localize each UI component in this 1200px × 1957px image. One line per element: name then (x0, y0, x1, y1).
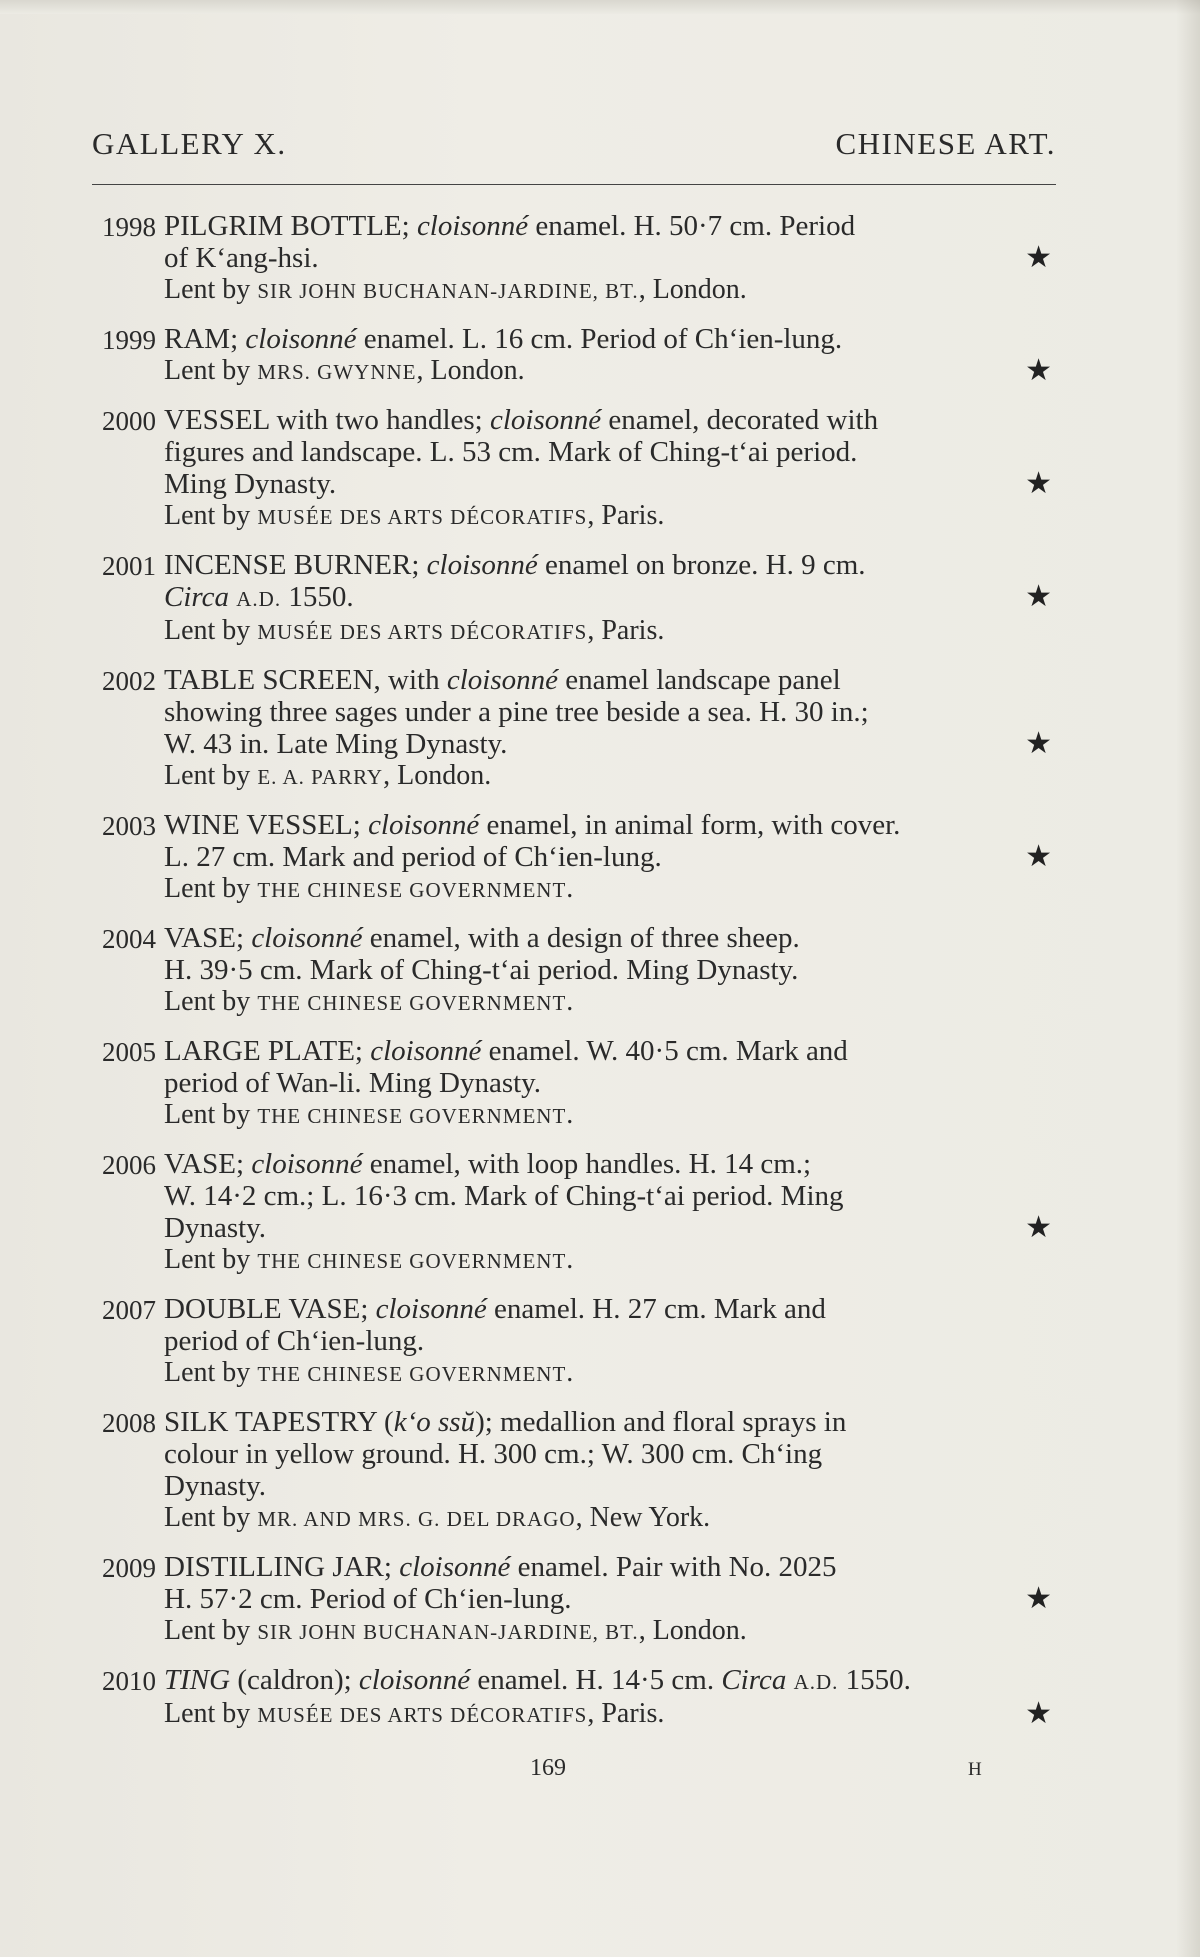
entry-number: 2007 (102, 1295, 156, 1325)
lender-name: MUSÉE DES ARTS DÉCORATIFS (257, 620, 588, 644)
italic-term: Circa (721, 1664, 787, 1696)
catalogue-entries (0, 210, 1200, 1747)
catalogue-entry (0, 922, 1200, 1019)
star-mark: ★ (1025, 1211, 1052, 1244)
italic-term: k‘o ssŭ (393, 1406, 476, 1438)
lender-line: Lent by SIR JOHN BUCHANAN-JARDINE, BT., London. (164, 1615, 747, 1646)
lender-line: Lent by MUSÉE DES ARTS DÉCORATIFS, Paris. (164, 615, 665, 646)
lender-line: Lent by THE CHINESE GOVERNMENT. (164, 873, 574, 904)
description-line: PILGRIM BOTTLE; cloisonné enamel. H. 50·7 cm. Period (164, 210, 856, 242)
lender-name: MUSÉE DES ARTS DÉCORATIFS (257, 1703, 588, 1727)
description-line: RAM; cloisonné enamel. L. 16 cm. Period of Ch‘ien-lung. (164, 323, 843, 355)
description-line: H. 57·2 cm. Period of Ch‘ien-lung. ★ (164, 1582, 1052, 1615)
description-line: Dynasty. (164, 1470, 267, 1502)
lender-line: Lent by MR. AND MRS. G. DEL DRAGO, New York. (164, 1502, 711, 1533)
entry-number: 2008 (102, 1408, 156, 1438)
catalogue-entry (0, 1406, 1200, 1535)
description-line: WINE VESSEL; cloisonné enamel, in animal form, with cover. (164, 809, 901, 841)
catalogue-entry (0, 809, 1200, 906)
entry-number: 2000 (102, 406, 156, 436)
catalogue-entry (0, 1148, 1200, 1277)
italic-term: cloisonné (368, 809, 480, 841)
italic-term: cloisonné (416, 210, 529, 242)
catalogue-entry (0, 1035, 1200, 1132)
header-gallery: GALLERY X. (92, 126, 287, 161)
entry-description (164, 922, 1056, 1019)
header-rule (92, 184, 1056, 185)
italic-term: cloisonné (251, 922, 363, 954)
description-line: Dynasty. ★ (164, 1211, 1052, 1244)
lender-line: Lent by MRS. GWYNNE, London. ★ (164, 354, 1052, 387)
catalogue-entry (0, 210, 1200, 307)
lender-name: SIR JOHN BUCHANAN-JARDINE, BT. (257, 279, 639, 303)
catalogue-entry (0, 404, 1200, 533)
catalogue-entry (0, 549, 1200, 648)
catalogue-entry (0, 1551, 1200, 1648)
description-line: VASE; cloisonné enamel, with a design of three sheep. (164, 922, 800, 954)
lender-name: E. A. PARRY (257, 765, 384, 789)
lender-name: THE CHINESE GOVERNMENT (257, 1362, 567, 1386)
italic-term: cloisonné (399, 1551, 511, 1583)
lender-name: MRS. GWYNNE (257, 360, 417, 384)
lender-line: Lent by SIR JOHN BUCHANAN-JARDINE, BT., London. (164, 274, 747, 305)
entry-description (164, 1035, 1056, 1132)
italic-term: cloisonné (251, 1148, 363, 1180)
description-line: TABLE SCREEN, with cloisonné enamel landscape panel (164, 664, 841, 696)
italic-term: cloisonné (446, 664, 559, 696)
description-line: L. 27 cm. Mark and period of Ch‘ien-lung. ★ (164, 840, 1052, 873)
entry-number: 1998 (102, 212, 156, 242)
star-mark: ★ (1025, 1697, 1052, 1730)
page-top-shadow (0, 0, 1200, 14)
entry-number: 2005 (102, 1037, 156, 1067)
description-line: W. 14·2 cm.; L. 16·3 cm. Mark of Ching-t‘ai period. Ming (164, 1180, 844, 1212)
description-line: LARGE PLATE; cloisonné enamel. W. 40·5 cm. Mark and (164, 1035, 848, 1067)
lender-line: Lent by THE CHINESE GOVERNMENT. (164, 1099, 574, 1130)
italic-term: cloisonné (370, 1035, 482, 1067)
description-line: period of Ch‘ien-lung. (164, 1325, 425, 1357)
catalogue-entry (0, 1664, 1200, 1731)
star-mark: ★ (1025, 840, 1052, 873)
page-footer (0, 1755, 1200, 1795)
page-number: 169 (530, 1755, 566, 1781)
entry-description (164, 1664, 1056, 1731)
lender-name: MR. AND MRS. G. DEL DRAGO (257, 1507, 576, 1531)
lender-line: Lent by THE CHINESE GOVERNMENT. (164, 1357, 574, 1388)
lender-name: THE CHINESE GOVERNMENT (257, 878, 567, 902)
entry-number: 2009 (102, 1553, 156, 1583)
header-section: CHINESE ART. (835, 126, 1056, 161)
italic-term: cloisonné (245, 323, 357, 355)
description-line: figures and landscape. L. 53 cm. Mark of Ching-t‘ai period. (164, 436, 858, 468)
entry-description (164, 404, 1056, 533)
signature-mark: H (968, 1759, 983, 1780)
lender-line: Lent by THE CHINESE GOVERNMENT. (164, 1244, 574, 1275)
entry-description (164, 549, 1056, 648)
star-mark: ★ (1025, 727, 1052, 760)
lender-name: SIR JOHN BUCHANAN-JARDINE, BT. (257, 1620, 639, 1644)
entry-description (164, 323, 1056, 388)
lender-line: Lent by THE CHINESE GOVERNMENT. (164, 986, 574, 1017)
description-line: DOUBLE VASE; cloisonné enamel. H. 27 cm. Mark and (164, 1293, 826, 1325)
entry-number: 1999 (102, 325, 156, 355)
description-line: period of Wan-li. Ming Dynasty. (164, 1067, 542, 1099)
description-line: Circa A.D. 1550. ★ (164, 580, 1052, 613)
lender-name: MUSÉE DES ARTS DÉCORATIFS (257, 505, 588, 529)
description-line: VASE; cloisonné enamel, with loop handles. H. 14 cm.; (164, 1148, 812, 1180)
lender-name: THE CHINESE GOVERNMENT (257, 991, 567, 1015)
description-line: SILK TAPESTRY (k‘o ssŭ); medallion and floral sprays in (164, 1406, 847, 1438)
italic-term: cloisonné (426, 549, 538, 581)
star-mark: ★ (1025, 1582, 1052, 1615)
star-mark: ★ (1025, 354, 1052, 387)
italic-term: cloisonné (358, 1664, 471, 1696)
description-line: of K‘ang-hsi. ★ (164, 241, 1052, 274)
entry-description (164, 1406, 1056, 1535)
description-line: Ming Dynasty. ★ (164, 467, 1052, 500)
description-line: W. 43 in. Late Ming Dynasty. ★ (164, 727, 1052, 760)
small-caps-term: A.D. (793, 1670, 839, 1694)
catalogue-entry (0, 1293, 1200, 1390)
lender-line: Lent by MUSÉE DES ARTS DÉCORATIFS, Paris. ★ (164, 1697, 1052, 1730)
italic-term: cloisonné (489, 404, 602, 436)
entry-number: 2004 (102, 924, 156, 954)
description-line: VESSEL with two handles; cloisonné enamel, decorated with (164, 404, 879, 436)
description-line: showing three sages under a pine tree beside a sea. H. 30 in.; (164, 696, 869, 728)
lender-name: THE CHINESE GOVERNMENT (257, 1104, 567, 1128)
description-line: DISTILLING JAR; cloisonné enamel. Pair with No. 2025 (164, 1551, 837, 1583)
italic-term: Circa (164, 581, 229, 613)
entry-description (164, 809, 1056, 906)
lender-line: Lent by E. A. PARRY, London. (164, 760, 492, 791)
description-line: H. 39·5 cm. Mark of Ching-t‘ai period. Ming Dynasty. (164, 954, 799, 986)
lender-line: Lent by MUSÉE DES ARTS DÉCORATIFS, Paris. (164, 500, 665, 531)
description-line: colour in yellow ground. H. 300 cm.; W. 300 cm. Ch‘ing (164, 1438, 823, 1470)
catalogue-entry (0, 664, 1200, 793)
page-right-shadow (1176, 0, 1200, 1957)
star-mark: ★ (1025, 580, 1052, 613)
star-mark: ★ (1025, 467, 1052, 500)
catalogue-entry (0, 323, 1200, 388)
italic-term: cloisonné (375, 1293, 487, 1325)
small-caps-term: A.D. (236, 587, 282, 611)
entry-number: 2010 (102, 1666, 156, 1696)
entry-description (164, 664, 1056, 793)
description-line: INCENSE BURNER; cloisonné enamel on bronze. H. 9 cm. (164, 549, 866, 581)
description-line: TING (caldron); cloisonné enamel. H. 14·5 cm. Circa A.D. 1550. (164, 1664, 911, 1696)
entry-number: 2006 (102, 1150, 156, 1180)
entry-number: 2003 (102, 811, 156, 841)
entry-number: 2001 (102, 551, 156, 581)
lender-name: THE CHINESE GOVERNMENT (257, 1249, 567, 1273)
entry-number: 2002 (102, 666, 156, 696)
entry-description (164, 1551, 1056, 1648)
entry-description (164, 1293, 1056, 1390)
entry-description (164, 1148, 1056, 1277)
entry-description (164, 210, 1056, 307)
italic-term: TING (164, 1664, 231, 1696)
star-mark: ★ (1025, 241, 1052, 274)
